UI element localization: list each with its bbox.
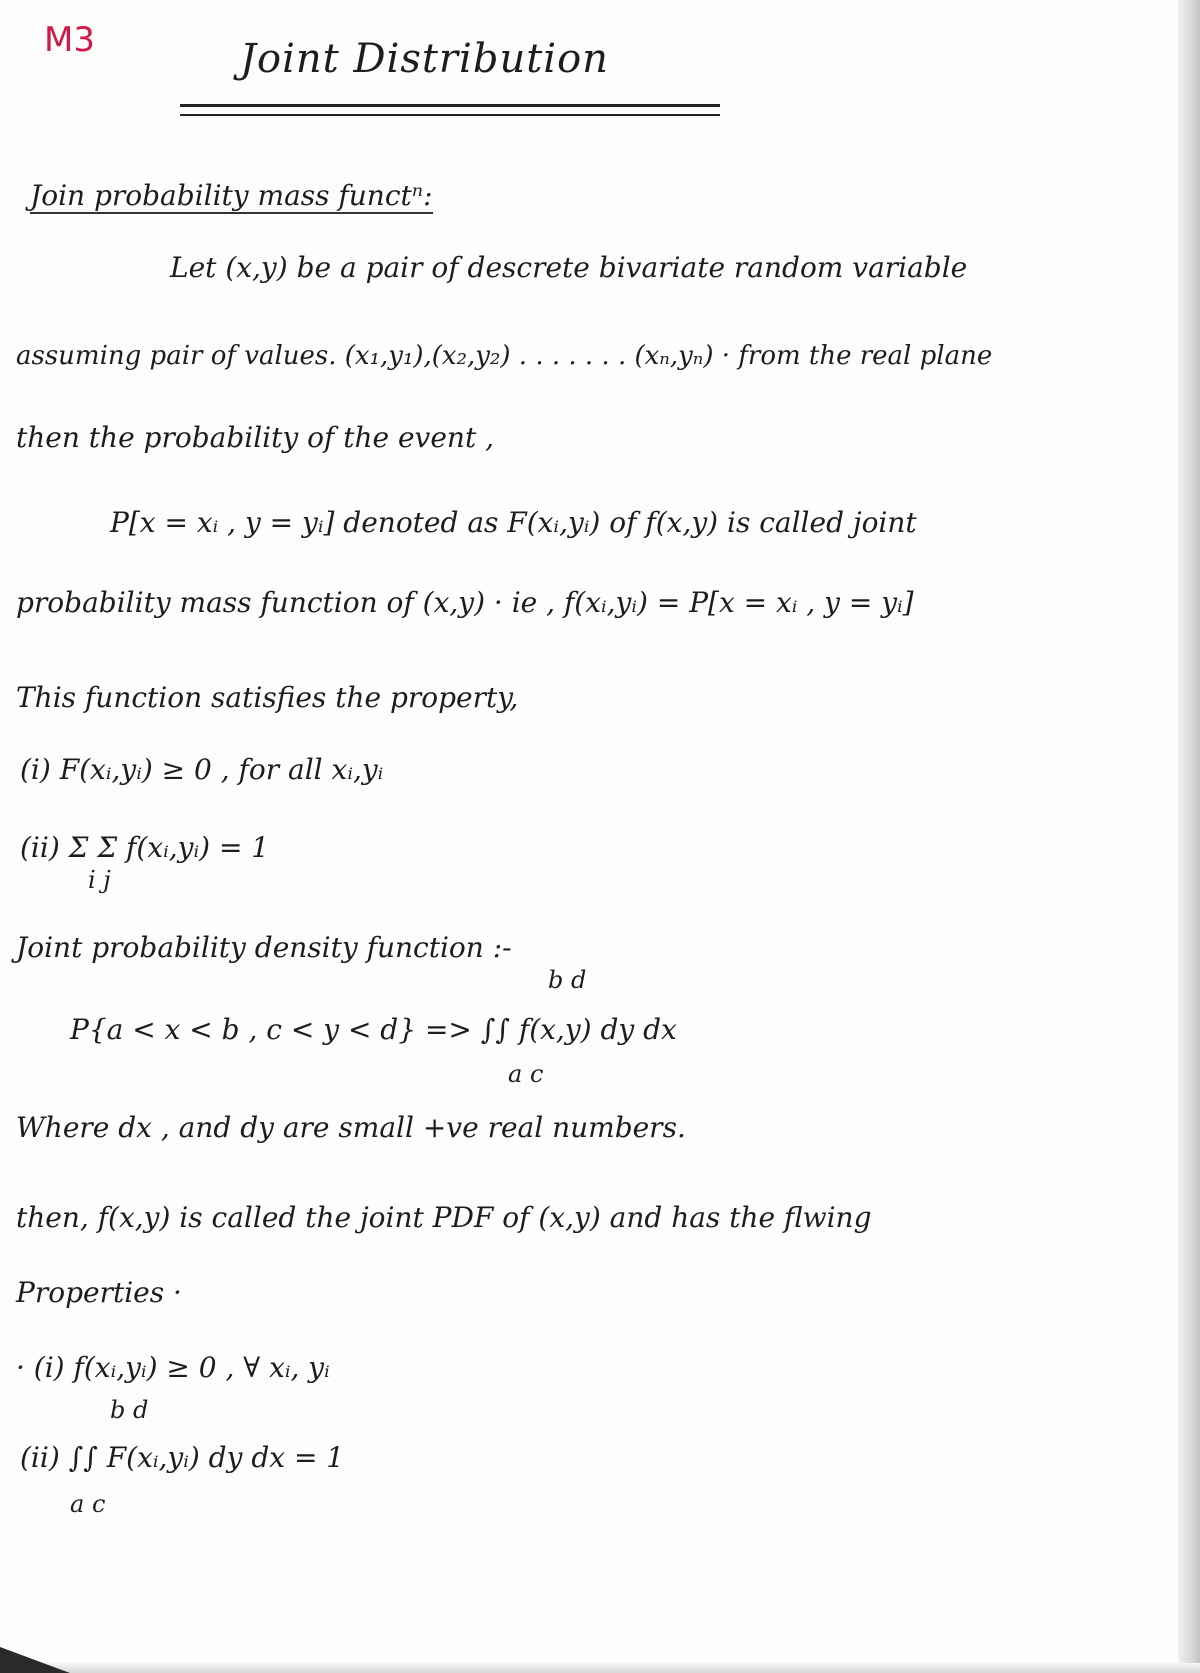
pmf-property-1: (i) F(xᵢ,yᵢ) ≥ 0 , for all xᵢ,yᵢ bbox=[20, 753, 384, 786]
page-title: Joint Distribution bbox=[240, 36, 609, 82]
pdf-upper-limits: b d bbox=[548, 966, 587, 994]
page-edge-right bbox=[1178, 0, 1200, 1673]
pdf-property-2-upper-limits: b d bbox=[110, 1396, 149, 1424]
pdf-property-2: (ii) ∫∫ F(xᵢ,yᵢ) dy dx = 1 bbox=[20, 1441, 345, 1474]
pdf-property-2-lower-limits: a c bbox=[70, 1490, 106, 1518]
pmf-line-4: P[x = xᵢ , y = yᵢ] denoted as F(xᵢ,yᵢ) of f(x,y) is called joint bbox=[110, 506, 917, 539]
title-underline-second bbox=[180, 114, 720, 116]
pmf-property-2-indices: i j bbox=[88, 866, 111, 894]
pmf-line-5: probability mass function of (x,y) · ie , f(xᵢ,yᵢ) = P[x = xᵢ , y = yᵢ] bbox=[16, 586, 914, 619]
pdf-note: Where dx , and dy are small +ve real numbers. bbox=[16, 1111, 686, 1144]
pmf-property-intro: This function satisfies the property, bbox=[16, 681, 519, 714]
pmf-line-2: assuming pair of values. (x₁,y₁),(x₂,y₂) . . . . . . . (xₙ,yₙ) · from the real plane bbox=[16, 341, 993, 371]
title-underline bbox=[180, 104, 720, 107]
pmf-line-1: Let (x,y) be a pair of descrete bivariate random variable bbox=[170, 251, 968, 284]
pdf-heading: Joint probability density function :- bbox=[16, 931, 512, 964]
pdf-properties-label: Properties · bbox=[16, 1276, 182, 1309]
pmf-heading-text: Join probability mass functⁿ: bbox=[30, 179, 433, 212]
pmf-property-2: (ii) Σ Σ f(xᵢ,yᵢ) = 1 bbox=[20, 831, 270, 864]
pdf-lower-limits: a c bbox=[508, 1060, 544, 1088]
page-edge-bottom bbox=[0, 1663, 1200, 1673]
pdf-property-1: · (i) f(xᵢ,yᵢ) ≥ 0 , ∀ xᵢ, yᵢ bbox=[16, 1351, 330, 1384]
pdf-then-line: then, f(x,y) is called the joint PDF of (x,y) and has the flwing bbox=[16, 1201, 872, 1234]
pmf-line-3: then the probability of the event , bbox=[16, 421, 495, 454]
page-label: M3 bbox=[44, 20, 95, 60]
pmf-heading bbox=[30, 178, 433, 214]
pdf-expression: P{a < x < b , c < y < d} => ∫∫ f(x,y) dy dx bbox=[70, 1013, 677, 1046]
corner-mark bbox=[0, 1647, 70, 1673]
